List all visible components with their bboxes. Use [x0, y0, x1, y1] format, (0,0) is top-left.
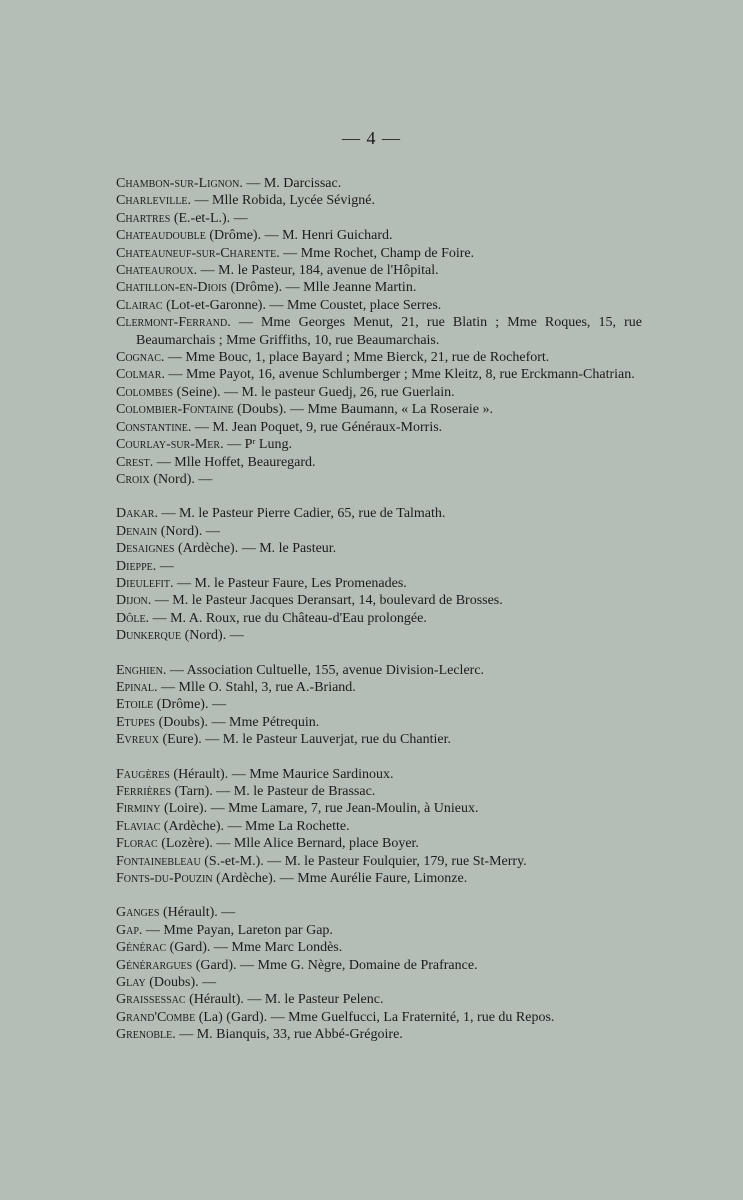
entry-details: — Mme Bouc, 1, place Bayard ; Mme Bierck, 21, rue de Rochefort. — [164, 350, 550, 366]
directory-entry — [116, 349, 642, 366]
directory-entry — [116, 592, 642, 609]
place-name: Grenoble. — [116, 1027, 176, 1043]
entry-details: (E.-et-L.). — — [170, 210, 248, 226]
entry-details: (Gard). — Mme Marc Londès. — [166, 940, 343, 956]
directory-entry — [116, 939, 642, 956]
directory-entry — [116, 991, 642, 1008]
place-name: Colombes — [116, 384, 174, 400]
entry-details: (Drôme). — M. Henri Guichard. — [205, 228, 393, 244]
directory-entry — [116, 384, 642, 401]
entry-details: — M. Bianquis, 33, rue Abbé-Grégoire. — [175, 1027, 403, 1043]
entry-details: (Doubs). — Mme Pétrequin. — [155, 714, 320, 730]
letter-group — [116, 904, 642, 1043]
place-name: Colmar. — [116, 367, 165, 383]
directory-entry — [116, 401, 642, 418]
place-name: Chambon-sur-Lignon. — [116, 176, 243, 191]
directory-entry — [116, 245, 642, 262]
directory-entry — [116, 835, 642, 852]
place-name: Clermont-Ferrand. — [116, 315, 231, 331]
entry-details: — M. Jean Poquet, 9, rue Généraux-Morris. — [191, 419, 443, 435]
letter-group — [116, 766, 642, 888]
place-name: Dunkerque — [116, 628, 182, 644]
entry-details: (Ardèche). — Mme Aurélie Faure, Limonze. — [212, 871, 468, 887]
place-name: Dôle. — [116, 610, 150, 626]
place-name: Fonts-du-Pouzin — [116, 871, 213, 887]
directory-entry — [116, 853, 642, 870]
directory-entry — [116, 314, 642, 349]
directory-entry — [116, 610, 642, 627]
entry-details: (Gard). — Mme G. Nègre, Domaine de Prafrance. — [192, 957, 478, 973]
place-name: Etoile — [116, 697, 154, 713]
place-name: Chateaudouble — [116, 228, 206, 244]
entry-details: (Nord). — — [149, 471, 213, 487]
entry-details: — M. le Pasteur, 184, avenue de l'Hôpital. — [197, 263, 439, 279]
place-name: Colombier-Fontaine — [116, 402, 234, 418]
entry-details: — Mme Payot, 16, avenue Schlumberger ; Mme Kleitz, 8, rue Erckmann-Chatrian. — [164, 367, 635, 383]
place-name: Chartres — [116, 210, 171, 226]
directory-entry — [116, 818, 642, 835]
directory-entry — [116, 800, 642, 817]
directory-entry — [116, 558, 642, 575]
place-name: Epinal. — [116, 679, 158, 695]
place-name: Desaignes — [116, 541, 175, 557]
directory-entry — [116, 262, 642, 279]
entry-details: (Drôme). — Mlle Jeanne Martin. — [226, 280, 417, 296]
place-name: Graissessac — [116, 992, 186, 1008]
place-name: Croix — [116, 471, 150, 487]
place-name: Charleville. — [116, 193, 192, 209]
entry-details: — Association Cultuelle, 155, avenue Division-Leclerc. — [166, 662, 485, 678]
entry-details: (Drôme). — — [153, 697, 226, 713]
directory-entry — [116, 714, 642, 731]
directory-entry — [116, 679, 642, 696]
entry-details: (S.-et-M.). — M. le Pasteur Foulquier, 179, rue St-Merry. — [200, 853, 527, 869]
directory-entry — [116, 540, 642, 557]
entry-details: — Pʳ Lung. — [223, 437, 292, 453]
place-name: Flaviac — [116, 818, 161, 834]
entry-details: — M. le Pasteur Faure, Les Promenades. — [173, 575, 407, 591]
place-name: Ferrières — [116, 784, 172, 799]
directory-entry — [116, 471, 642, 488]
directory-entry — [116, 297, 642, 314]
entry-details: (La) (Gard). — Mme Guelfucci, La Fraternité, 1, rue du Repos. — [195, 1009, 555, 1025]
directory-entry — [116, 870, 642, 887]
place-name: Gap. — [116, 922, 143, 938]
place-name: Générac — [116, 940, 167, 956]
entry-details: — Mlle Hoffet, Beauregard. — [153, 454, 316, 470]
entry-details: (Hérault). — — [159, 905, 236, 921]
entry-details: (Lot-et-Garonne). — Mme Coustet, place Serres. — [162, 297, 442, 313]
place-name: Clairac — [116, 297, 163, 313]
directory-entry — [116, 419, 642, 436]
place-name: Florac — [116, 836, 158, 852]
entry-details: (Lozère). — Mlle Alice Bernard, place Boyer. — [157, 836, 419, 852]
directory-entry — [116, 904, 642, 921]
directory-entry — [116, 1026, 642, 1043]
entry-details: — Mme Georges Menut, 21, rue Blatin ; Mme Roques, 15, rue Beaumarchais ; Mme Griffiths, 10, rue Beaumarchais. — [136, 315, 642, 348]
place-name: Chatillon-en-Diois — [116, 280, 227, 296]
place-name: Enghien. — [116, 662, 167, 678]
entry-details: (Nord). — — [181, 628, 244, 644]
place-name: Crest. — [116, 454, 154, 470]
directory-entry — [116, 1009, 642, 1026]
entry-details: — Mme Rochet, Champ de Foire. — [279, 245, 475, 261]
entry-details: — Mme Payan, Lareton par Gap. — [142, 922, 333, 938]
entry-details: — Mlle Robida, Lycée Sévigné. — [191, 193, 375, 209]
directory-entry — [116, 192, 642, 209]
entry-details: (Eure). — M. le Pasteur Lauverjat, rue du Chantier. — [159, 732, 451, 748]
directory-entry — [116, 575, 642, 592]
place-name: Dieppe. — [116, 558, 157, 574]
directory-entry — [116, 505, 642, 522]
place-name: Ganges — [116, 905, 160, 921]
place-name: Dakar. — [116, 506, 158, 522]
entry-details: — M. le Pasteur Pierre Cadier, 65, rue de Talmath. — [157, 506, 446, 522]
place-name: Dijon. — [116, 593, 152, 609]
directory-entry — [116, 523, 642, 540]
place-name: Générargues — [116, 957, 193, 973]
entry-details: (Tarn). — M. le Pasteur de Brassac. — [171, 784, 376, 799]
directory-entry — [116, 627, 642, 644]
entry-details: — M. le Pasteur Jacques Deransart, 14, boulevard de Brosses. — [151, 593, 503, 609]
entry-details: (Loire). — Mme Lamare, 7, rue Jean-Moulin, à Unieux. — [160, 801, 479, 817]
place-name: Denain — [116, 523, 158, 539]
place-name: Chateauneuf-sur-Charente. — [116, 245, 280, 261]
directory-entry — [116, 279, 642, 296]
place-name: Glay — [116, 975, 146, 991]
directory-entry — [116, 366, 642, 383]
entry-details: — — [156, 558, 174, 574]
place-name: Constantine. — [116, 419, 192, 435]
directory-entry — [116, 766, 642, 783]
directory-entry — [116, 783, 642, 800]
directory-list — [116, 175, 642, 1061]
directory-entry — [116, 175, 642, 192]
entry-details: (Nord). — — [157, 523, 220, 539]
place-name: Evreux — [116, 732, 159, 748]
place-name: Chateauroux. — [116, 263, 198, 279]
place-name: Dieulefit. — [116, 575, 174, 591]
entry-details: (Doubs). — — [145, 975, 217, 991]
directory-entry — [116, 696, 642, 713]
directory-entry — [116, 227, 642, 244]
letter-group — [116, 175, 642, 488]
letter-group — [116, 662, 642, 749]
directory-entry — [116, 957, 642, 974]
place-name: Firminy — [116, 801, 161, 817]
directory-entry — [116, 436, 642, 453]
entry-details: (Seine). — M. le pasteur Guedj, 26, rue Guerlain. — [173, 384, 455, 400]
entry-details: — M. A. Roux, rue du Château-d'Eau prolongée. — [149, 610, 427, 626]
entry-details: (Doubs). — Mme Baumann, « La Roseraie ». — [233, 402, 493, 418]
directory-entry — [116, 974, 642, 991]
page-number: — 4 — — [342, 128, 401, 148]
place-name: Courlay-sur-Mer. — [116, 437, 224, 453]
directory-entry — [116, 210, 642, 227]
letter-group — [116, 505, 642, 644]
entry-details: (Ardèche). — M. le Pasteur. — [174, 541, 337, 557]
place-name: Etupes — [116, 714, 156, 730]
place-name: Faugères — [116, 766, 170, 782]
place-name: Fontainebleau — [116, 853, 201, 869]
directory-entry — [116, 662, 642, 679]
entry-details: (Hérault). — Mme Maurice Sardinoux. — [169, 766, 394, 782]
entry-details: (Ardèche). — Mme La Rochette. — [160, 818, 350, 834]
directory-entry — [116, 922, 642, 939]
directory-entry — [116, 731, 642, 748]
place-name: Cognac. — [116, 350, 165, 366]
entry-details: — M. Darcissac. — [242, 176, 342, 191]
directory-entry — [116, 454, 642, 471]
place-name: Grand'Combe — [116, 1009, 196, 1025]
entry-details: (Hérault). — M. le Pasteur Pelenc. — [185, 992, 384, 1008]
entry-details: — Mlle O. Stahl, 3, rue A.-Briand. — [157, 679, 356, 695]
